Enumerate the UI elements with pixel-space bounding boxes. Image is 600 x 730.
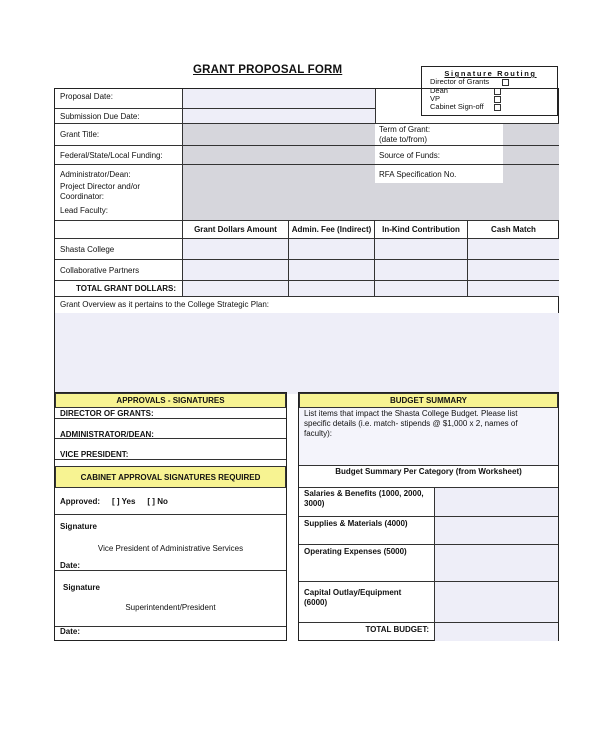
partners-admin-fee[interactable] xyxy=(289,260,374,280)
rfa-spec-field[interactable] xyxy=(503,165,559,183)
submission-due-field[interactable] xyxy=(183,109,375,123)
row-collaborative-partners: Collaborative Partners xyxy=(60,265,140,275)
director-of-grants-label: DIRECTOR OF GRANTS: xyxy=(60,408,154,418)
grant-title-label: Grant Title: xyxy=(60,130,100,139)
approvals-section xyxy=(54,392,287,641)
capital-label: Capital Outlay/Equipment (6000) xyxy=(304,588,402,607)
administrator-dean-field[interactable] xyxy=(183,165,375,183)
form-title: GRANT PROPOSAL FORM xyxy=(193,64,343,76)
date2-label: Date: xyxy=(60,627,81,636)
total-admin-fee[interactable] xyxy=(289,281,374,296)
total-in-kind[interactable] xyxy=(375,281,467,296)
salaries-amount[interactable] xyxy=(435,488,558,516)
overview-label: Grant Overview as it pertains to the College Strategic Plan: xyxy=(60,300,269,309)
approved-row xyxy=(60,497,168,506)
partners-grant-dollars[interactable] xyxy=(183,260,288,280)
approved-yes-option[interactable]: [ ] Yes xyxy=(112,497,136,506)
lead-faculty-label: Lead Faculty: xyxy=(60,206,109,215)
row-shasta-college: Shasta College xyxy=(60,244,115,254)
approved-label: Approved: xyxy=(60,497,100,506)
routing-item: VP xyxy=(430,95,551,103)
col-in-kind: In-Kind Contribution xyxy=(382,225,460,234)
approvals-header: APPROVALS - SIGNATURES xyxy=(55,393,286,408)
signature2-role: Superintendent/President xyxy=(125,603,216,612)
administrator-dean-approval-label: ADMINISTRATOR/DEAN: xyxy=(60,429,154,439)
funding-label: Federal/State/Local Funding: xyxy=(60,150,163,160)
total-budget-label: TOTAL BUDGET: xyxy=(365,625,429,634)
administrator-dean-label: Administrator/Dean: xyxy=(60,169,131,179)
col-grant-dollars: Grant Dollars Amount xyxy=(194,225,277,234)
supplies-label: Supplies & Materials (4000) xyxy=(304,519,408,528)
total-budget-amount[interactable] xyxy=(435,623,558,641)
salaries-label: Salaries & Benefits (1000, 2000, 3000) xyxy=(304,489,424,508)
routing-title: Signature Routing xyxy=(444,69,537,78)
date1-label: Date: xyxy=(60,561,81,570)
supplies-amount[interactable] xyxy=(435,517,558,544)
operating-label: Operating Expenses (5000) xyxy=(304,547,407,556)
budget-summary-header: BUDGET SUMMARY xyxy=(299,393,558,408)
budget-summary-section xyxy=(298,392,559,641)
rfa-spec-label: RFA Specification No. xyxy=(379,169,457,179)
shasta-grant-dollars[interactable] xyxy=(183,239,288,259)
cabinet-header: CABINET APPROVAL SIGNATURES REQUIRED xyxy=(55,466,286,488)
shasta-admin-fee[interactable] xyxy=(289,239,374,259)
shasta-cash-match[interactable] xyxy=(468,239,559,259)
signature1-role: Vice President of Administrative Services xyxy=(97,544,244,553)
grant-title-field[interactable] xyxy=(183,124,375,146)
row-total-grant-dollars: TOTAL GRANT DOLLARS: xyxy=(76,284,176,293)
routing-checkbox[interactable] xyxy=(502,79,509,86)
proposal-date-label: Proposal Date: xyxy=(60,92,113,101)
vice-president-label: VICE PRESIDENT: xyxy=(60,449,129,459)
routing-item: Cabinet Sign-off xyxy=(430,103,551,111)
source-of-funds-field[interactable] xyxy=(503,146,559,164)
operating-amount[interactable] xyxy=(435,545,558,581)
funding-field[interactable] xyxy=(183,146,375,164)
total-cash-match[interactable] xyxy=(468,281,559,296)
submission-due-label: Submission Due Date: xyxy=(60,111,140,121)
budget-instructions: List items that impact the Shasta College Budget. Please list specific details (i.e. match- stipends @ $1,000 x 2, names of faculty): xyxy=(304,409,518,438)
proposal-date-field[interactable] xyxy=(183,89,375,108)
signature1-label: Signature xyxy=(60,522,97,531)
routing-item: Director of Grants xyxy=(430,78,551,86)
header-fields-grid xyxy=(54,88,559,394)
routing-item: Dean xyxy=(430,87,551,95)
project-director-label: Project Director and/or Coordinator: xyxy=(60,182,141,201)
lead-faculty-field[interactable] xyxy=(183,201,559,220)
project-director-field[interactable] xyxy=(183,183,559,201)
term-of-grant-label: Term of Grant: (date to/from) xyxy=(379,125,431,144)
shasta-in-kind[interactable] xyxy=(375,239,467,259)
col-admin-fee: Admin. Fee (Indirect) xyxy=(291,224,372,234)
approved-no-option[interactable]: [ ] No xyxy=(147,497,168,506)
partners-in-kind[interactable] xyxy=(375,260,467,280)
signature2-label: Signature xyxy=(63,583,100,592)
total-grant-dollars[interactable] xyxy=(183,281,288,296)
partners-cash-match[interactable] xyxy=(468,260,559,280)
col-cash-match: Cash Match xyxy=(491,225,536,234)
capital-amount[interactable] xyxy=(435,582,558,622)
term-of-grant-field[interactable] xyxy=(503,124,559,146)
overview-field[interactable] xyxy=(55,313,559,394)
source-of-funds-label: Source of Funds: xyxy=(379,150,440,160)
budget-per-category-label: Budget Summary Per Category (from Worksheet) xyxy=(335,467,522,476)
